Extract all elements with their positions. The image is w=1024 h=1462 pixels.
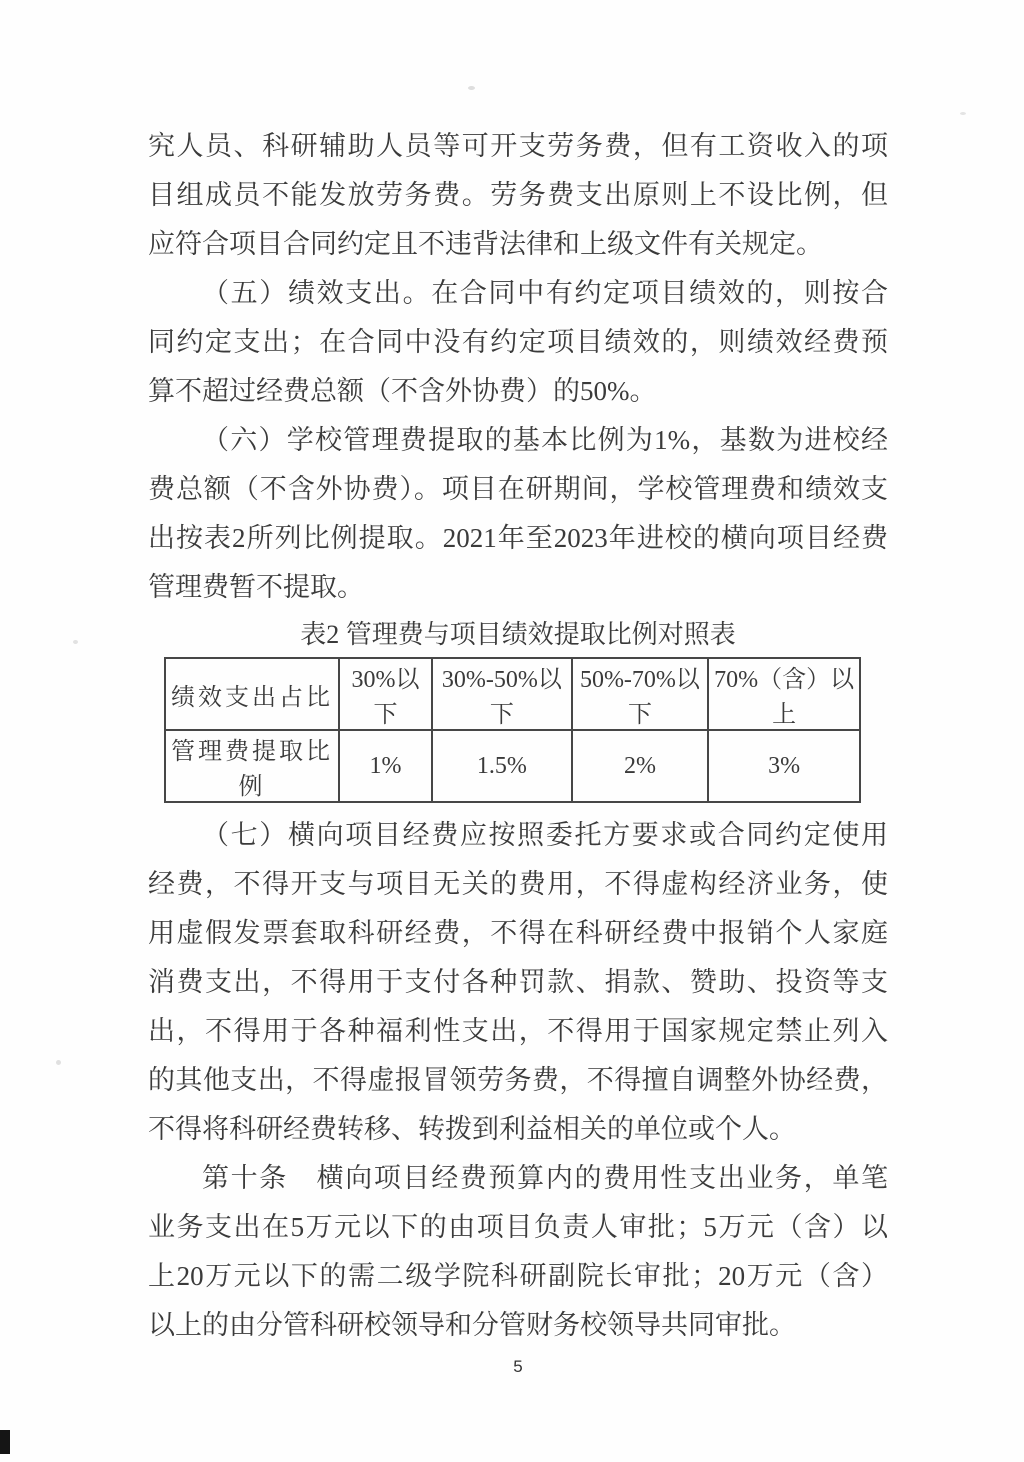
text-line: 目组成员不能发放劳务费。劳务费支出原则上不设比例，但 (148, 180, 888, 210)
table-caption: 表2 管理费与项目绩效提取比例对照表 (300, 620, 736, 649)
table-cell: 1.5% (432, 730, 572, 802)
table-header-cell: 30%-50%以下 (432, 658, 572, 730)
text-line: 业务支出在5万元以下的由项目负责人审批；5万元（含）以 (148, 1212, 888, 1242)
table-header-cell: 30%以下 (339, 658, 432, 730)
table-header-cell: 70%（含）以上 (708, 658, 860, 730)
text-line: 不得将科研经费转移、转拨到利益相关的单位或个人。 (148, 1114, 796, 1144)
scan-speck (960, 112, 966, 115)
table-row (165, 658, 860, 730)
body-paragraphs-before-table (148, 122, 888, 612)
text-line: 用虚假发票套取科研经费，不得在科研经费中报销个人家庭 (148, 918, 888, 948)
table-row (165, 730, 860, 802)
text-line: 出，不得用于各种福利性支出，不得用于国家规定禁止列入 (148, 1016, 888, 1046)
table-cell: 管理费提取比例 (165, 730, 339, 802)
text-column (148, 122, 888, 1377)
scan-speck (56, 1060, 61, 1065)
table-cell: 3% (708, 730, 860, 802)
text-line: 的其他支出，不得虚报冒领劳务费，不得擅自调整外协经费， (148, 1065, 888, 1095)
text-line: 究人员、科研辅助人员等可开支劳务费，但有工资收入的项 (148, 131, 888, 161)
text-line: 以上的由分管科研校领导和分管财务校领导共同审批。 (148, 1310, 796, 1340)
text-line: 费总额（不含外协费）。项目在研期间，学校管理费和绩效支 (148, 474, 888, 504)
text-line: 算不超过经费总额（不含外协费）的50%。 (148, 376, 657, 406)
scan-speck (73, 640, 78, 644)
page-number: 5 (513, 1357, 523, 1376)
text-line: 上20万元以下的需二级学院科研副院长审批；20万元（含） (148, 1261, 888, 1291)
text-line: （七）横向项目经费应按照委托方要求或合同约定使用 (202, 820, 888, 850)
text-line: （五）绩效支出。在合同中有约定项目绩效的，则按合 (202, 278, 888, 308)
scan-speck (468, 86, 475, 90)
text-line: 经费，不得开支与项目无关的费用，不得虚构经济业务，使 (148, 869, 888, 899)
scan-artifact-bottom-left (0, 1430, 10, 1454)
table-header-cell: 绩效支出占比 (165, 658, 339, 730)
table-cell: 1% (339, 730, 432, 802)
text-line: 同约定支出；在合同中没有约定项目绩效的，则绩效经费预 (148, 327, 888, 357)
table-header-cell: 50%-70%以下 (572, 658, 709, 730)
text-line: 第十条 横向项目经费预算内的费用性支出业务，单笔 (202, 1163, 888, 1193)
table-cell: 2% (572, 730, 709, 802)
text-line: （六）学校管理费提取的基本比例为1%，基数为进校经 (202, 425, 888, 455)
text-line: 管理费暂不提取。 (148, 572, 364, 602)
text-line: 出按表2所列比例提取。2021年至2023年进校的横向项目经费 (148, 523, 888, 553)
text-line: 消费支出，不得用于支付各种罚款、捐款、赞助、投资等支 (148, 967, 888, 997)
body-paragraphs-after-table (148, 811, 888, 1350)
text-line: 应符合项目合同约定且不违背法律和上级文件有关规定。 (148, 229, 823, 259)
management-fee-ratio-table (164, 657, 861, 803)
